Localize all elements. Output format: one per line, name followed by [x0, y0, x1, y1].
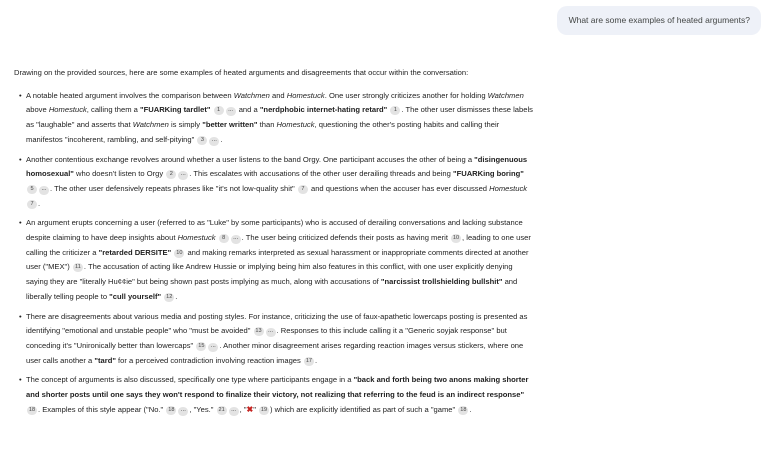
argument-item: [14, 310, 534, 369]
text-segment: [387, 105, 389, 114]
text-segment: . Another minor disagreement arises regarding reaction images versus stickers, where one user calls another a: [26, 340, 524, 365]
bold-quote: "FUARKing tardlet": [139, 105, 211, 115]
text-segment: There are disagreements about various media and posting styles. For instance, criticizing the use of faux-apathetic lowercaps posting is presented as identifying "emotional and unstable people" who "must be avoided": [26, 311, 528, 336]
text-segment: ": [253, 404, 259, 414]
argument-item: [14, 373, 534, 417]
more-citations-chip[interactable]: ...: [178, 171, 188, 180]
citation-chip[interactable]: 18: [460, 406, 467, 413]
more-citations-chip[interactable]: ...: [178, 407, 188, 416]
text-segment: and a: [236, 105, 260, 115]
citation-chip[interactable]: 15: [198, 342, 205, 349]
text-segment: [216, 233, 218, 242]
bold-quote: "cull yourself": [109, 291, 162, 301]
text-segment: [161, 292, 163, 301]
text-segment: , leading to one user calling the criticizer a: [26, 233, 531, 257]
more-citations-chip[interactable]: ...: [208, 343, 218, 352]
citation-chip[interactable]: 1: [214, 106, 224, 115]
more-citations-chip[interactable]: ...: [266, 328, 276, 337]
bold-quote: "FUARKing boring": [452, 169, 524, 179]
italic-title: Watchmen: [233, 90, 270, 100]
text-segment: , questioning the other's posting habits and calling their manifestos "incoherent, rambling, and self-pitying": [26, 120, 500, 144]
text-segment: .: [314, 355, 318, 365]
citation-chip[interactable]: 7: [27, 200, 37, 209]
bold-quote: "better written": [202, 120, 258, 130]
bold-quote: "disingenuous homosexual": [26, 154, 528, 179]
text-segment: and questions when the accuser has ever discussed: [308, 183, 490, 193]
italic-title: Homestuck: [276, 120, 315, 130]
italic-title: Homestuck: [48, 105, 87, 115]
more-citations-chip[interactable]: ...: [231, 235, 241, 244]
citation-chip[interactable]: 19: [260, 406, 268, 413]
text-segment: , ": [239, 404, 247, 414]
italic-title: Homestuck: [489, 183, 528, 193]
text-segment: ) which are explicitly identified as part of such a "game": [270, 404, 458, 414]
text-segment: . Examples of this style appear ("No.": [38, 404, 166, 414]
argument-item: [14, 216, 534, 304]
text-segment: .: [469, 404, 472, 414]
text-segment: The concept of arguments is also discussed, specifically one type where participants engage in a: [26, 375, 354, 385]
text-segment: for a perceived contradiction involving reaction images: [115, 355, 303, 365]
text-segment: .: [220, 134, 223, 144]
text-segment: . Responses to this include calling it a "Generic soyjak response" but conceding it's "Unironically better than lowercaps": [26, 326, 507, 350]
bold-quote: "narcissist trollshielding bullshit": [380, 277, 503, 287]
citation-chip[interactable]: 18: [168, 406, 175, 413]
text-segment: .: [38, 198, 41, 208]
text-segment: [210, 105, 212, 114]
italic-title: Watchmen: [487, 90, 524, 100]
text-segment: . The other user dismisses these labels as "laughable" and asserts that: [26, 105, 533, 130]
argument-list: [14, 89, 534, 418]
text-segment: . The other user defensively repeats phrases like "it's not low-quality shit": [50, 183, 297, 193]
text-segment: who doesn't listen to Orgy: [73, 169, 166, 179]
text-segment: is simply: [168, 120, 203, 130]
citation-chip[interactable]: 13: [255, 328, 262, 335]
more-citations-chip[interactable]: ...: [229, 407, 239, 416]
citation-chip[interactable]: 21: [218, 406, 225, 413]
citation-chip[interactable]: 8: [219, 234, 229, 243]
citation-chip[interactable]: 7: [298, 185, 308, 194]
italic-title: Homestuck: [177, 233, 216, 243]
citation-chip[interactable]: 5: [27, 185, 37, 194]
assistant-response: [14, 66, 534, 422]
italic-title: Watchmen: [132, 120, 169, 130]
citation-chip[interactable]: 10: [176, 249, 183, 256]
bold-quote: "nerdphobic internet-hating retard": [259, 105, 388, 115]
text-segment: than: [257, 120, 277, 130]
text-segment: Another contentious exchange revolves around whether a user listens to the band Orgy. One participant accuses the other of being a: [26, 154, 475, 164]
citation-chip[interactable]: 2: [166, 170, 176, 179]
more-citations-chip[interactable]: ...: [209, 137, 219, 146]
more-citations-chip[interactable]: ...: [226, 107, 236, 116]
text-segment: and making remarks interpreted as sexual harassment or inappropriate comments directed at another user ("MEX"): [26, 247, 529, 272]
text-segment: . The user being criticized defends their posts as having merit: [241, 233, 451, 243]
citation-chip[interactable]: 10: [452, 235, 460, 242]
text-segment: [171, 248, 173, 257]
argument-item: [14, 89, 534, 148]
text-segment: and: [269, 90, 287, 100]
citation-chip[interactable]: 11: [73, 263, 83, 272]
text-segment: and liberally telling people to: [26, 277, 518, 301]
user-query-bubble: [557, 6, 761, 35]
text-segment: , calling them a: [86, 105, 140, 115]
text-segment: . One user strongly criticizes another for holding: [324, 90, 488, 100]
text-segment: , "Yes.": [189, 404, 216, 414]
text-segment: . This escalates with accusations of the other user derailing threads and being: [189, 169, 453, 179]
text-segment: . The accusation of acting like Andrew Hussie or implying being him also features in this conflict, with one user explicitly denying saying they are "literally Hu¢¢ie" but being shown past posts implying as much, along with accusations of: [26, 262, 513, 287]
text-segment: A notable heated argument involves the comparison between: [26, 90, 234, 100]
user-query-text: What are some examples of heated arguments?: [568, 15, 750, 25]
citation-chip[interactable]: 3: [197, 136, 207, 145]
bold-quote: "retarded DERSITE": [98, 247, 172, 257]
citation-chip[interactable]: 12: [166, 293, 173, 300]
bold-quote: "tard": [94, 355, 116, 365]
text-segment: .: [175, 291, 178, 301]
bold-quote: "back and forth being two anons making shorter and shorter posts until one says they won't respond to finalize their victory, not realizing that referring to the feud is an indirect response": [26, 375, 529, 400]
citation-chip[interactable]: 17: [305, 357, 313, 364]
more-citations-chip[interactable]: ...: [39, 186, 49, 195]
argument-item: [14, 153, 534, 212]
citation-chip[interactable]: 18: [28, 406, 36, 413]
text-segment: An argument erupts concerning a user (referred to as "Luke" by some participants) who is accused of derailing conversations and lacking substance despite claiming to have deep insights about: [26, 218, 523, 243]
cross-mark-icon: ✖: [246, 404, 254, 414]
response-intro: Drawing on the provided sources, here are some examples of heated arguments and disagreements that occur within the conversation:: [14, 68, 469, 77]
italic-title: Homestuck: [286, 90, 325, 100]
citation-chip[interactable]: 1: [390, 106, 400, 115]
text-segment: above: [26, 105, 49, 115]
